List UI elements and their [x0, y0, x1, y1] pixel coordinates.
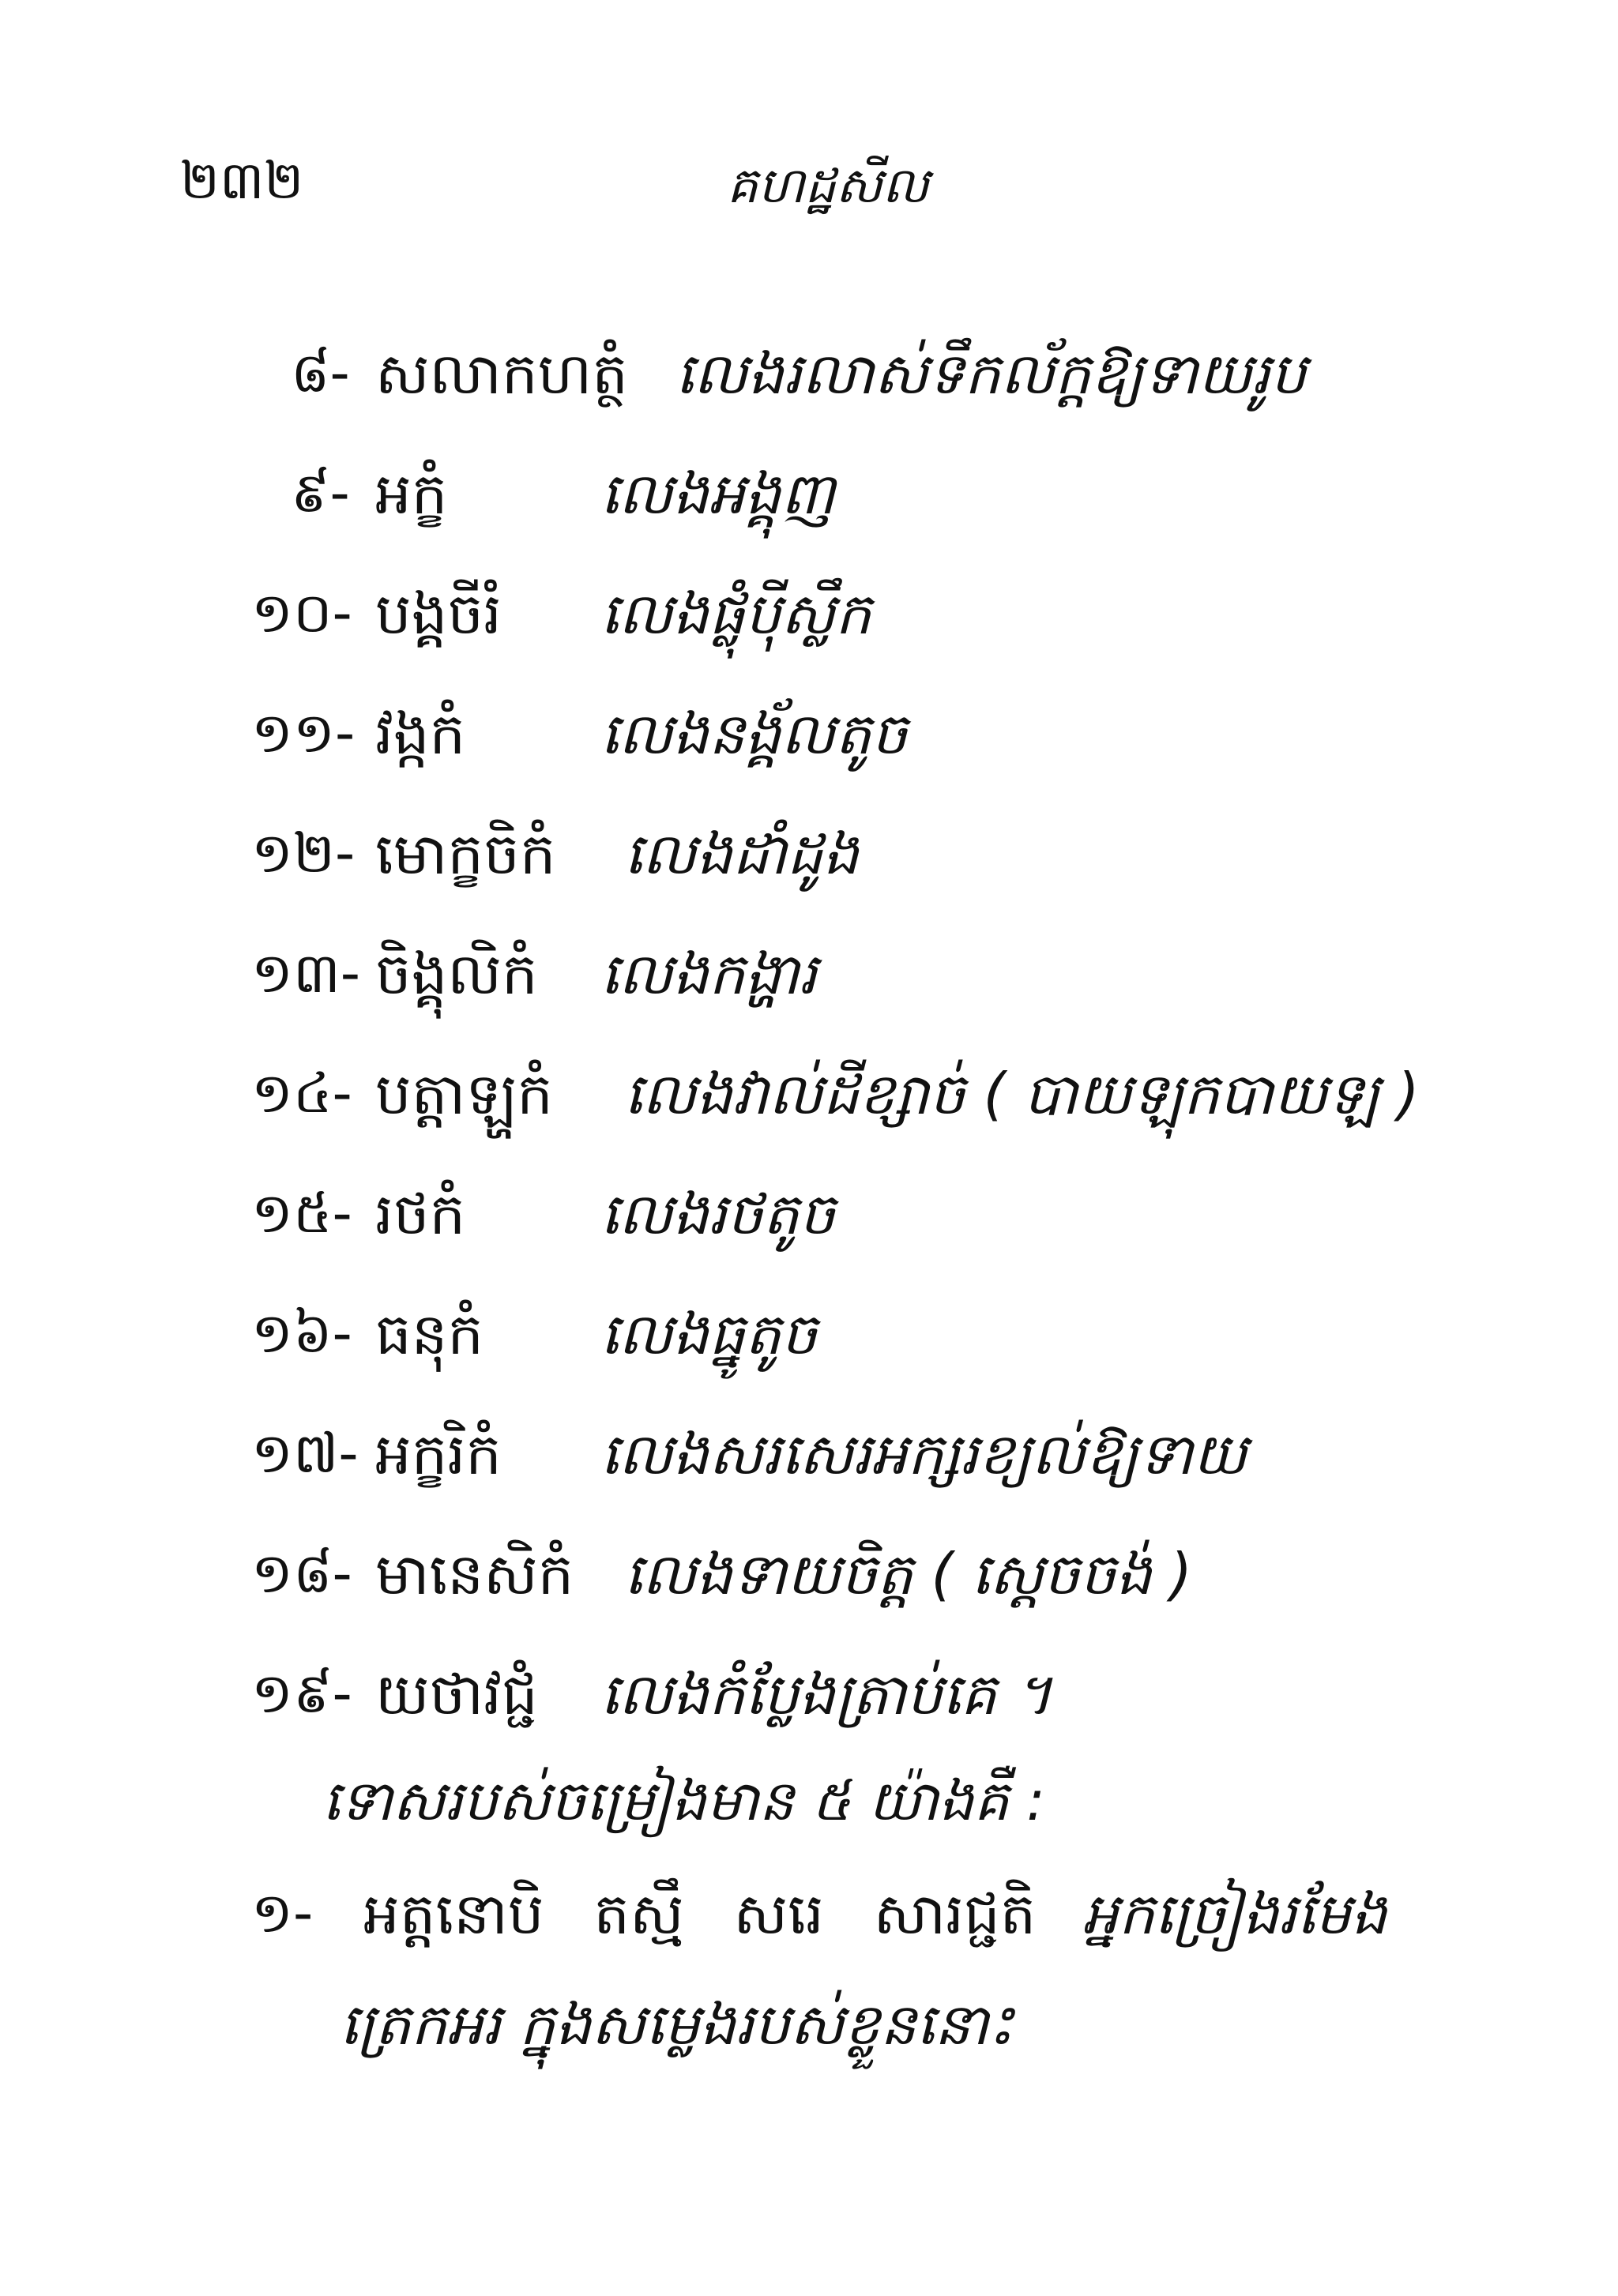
fault-pali-phrase: អត្តនោបិ តស្មឹ សរេ សារជ្ជតិ: [363, 1881, 1037, 1947]
entry-term: អក្ខរិកំ: [375, 1421, 502, 1487]
fault-meaning-continuation: ត្រេកអរ ក្នុងសម្លេងរបស់ខ្លួននោះ: [340, 1991, 1014, 2057]
entry-term: សលាកហត្ថំ: [375, 340, 628, 407]
list-item: [0, 1540, 1618, 1627]
entry-number: ១៣-: [251, 941, 361, 1005]
list-item: [0, 700, 1618, 787]
entry-meaning: លេងសរសេរអក្សរខ្យល់ឱ្យទាយ: [600, 1421, 1247, 1487]
entry-number: ១០-: [251, 581, 352, 645]
page-number: ២៣២: [180, 150, 304, 211]
entry-meaning: លេងអង្គុញ: [600, 460, 836, 527]
fault-number: ១-: [251, 1881, 314, 1945]
list-item: [0, 1660, 1618, 1747]
entry-meaning: លេងធ្នូតូច: [600, 1301, 818, 1367]
faults-heading: ទោសរបស់ចម្រៀងមាន ៥ យ៉ាងគឺ :: [322, 1768, 1045, 1833]
entry-meaning: លេងផ្លុំប៉ីស្លឹក: [600, 581, 871, 647]
entry-term: រថកំ: [375, 1181, 466, 1247]
entry-meaning: លេងរថតូច: [600, 1181, 836, 1247]
entry-term: យថាវជ្ជំ: [375, 1661, 538, 1727]
list-item: [0, 1180, 1618, 1267]
entry-term: បត្តាឡ្ហកំ: [375, 1061, 553, 1127]
entry-term: វង្កកំ: [375, 701, 466, 767]
entry-meaning: លេងវាល់ដីខ្សាច់ ( បាយឡុកបាយឡ ): [624, 1061, 1420, 1127]
entry-meaning: លេងរលាស់ទឹកល័ក្តឱ្យទាយរូប: [675, 340, 1307, 407]
entry-number: ១៩-: [251, 1661, 352, 1726]
entry-number: ១៦-: [251, 1301, 352, 1366]
entry-number: ៩-: [291, 460, 350, 525]
entry-term: មានេសិកំ: [375, 1541, 574, 1607]
entry-number: ១២-: [251, 821, 356, 885]
entry-term: មោក្ខចិកំ: [375, 821, 556, 887]
entry-number: ៨-: [291, 340, 350, 405]
running-title: គហដ្ឋសីល: [727, 156, 929, 214]
list-item: [0, 940, 1618, 1027]
entry-number: ១៧-: [251, 1421, 359, 1486]
entry-number: ១៥-: [251, 1181, 352, 1246]
list-item: [0, 340, 1618, 427]
list-item: [0, 460, 1618, 547]
entry-meaning: លេងនង្គ័លតូច: [600, 701, 908, 767]
entry-term: ធនុកំ: [375, 1301, 484, 1367]
list-item: [0, 1420, 1618, 1507]
entry-term: ចិង្គុលិកំ: [375, 941, 538, 1007]
entry-number: ១១-: [251, 701, 356, 765]
entry-term: បង្គចីរំ: [375, 581, 502, 647]
entry-number: ១៤-: [251, 1061, 352, 1125]
entry-meaning: លេងកង្ហារ: [600, 941, 818, 1007]
entry-meaning: លេងទាយចិត្ត ( ស្តេចចង់ ): [624, 1541, 1192, 1607]
entry-term: អក្ខំ: [375, 460, 448, 527]
list-item: [0, 1300, 1618, 1387]
entry-number: ១៨-: [251, 1541, 352, 1606]
list-item: [0, 1060, 1618, 1147]
entry-meaning: លេងដាំដូង: [624, 821, 860, 887]
list-item: [0, 580, 1618, 667]
fault-meaning: អ្នកច្រៀងរមែង: [1082, 1881, 1387, 1947]
list-item: [0, 820, 1618, 907]
entry-meaning: លេងកំប្លែងត្រាប់គេ ។: [600, 1661, 1052, 1727]
